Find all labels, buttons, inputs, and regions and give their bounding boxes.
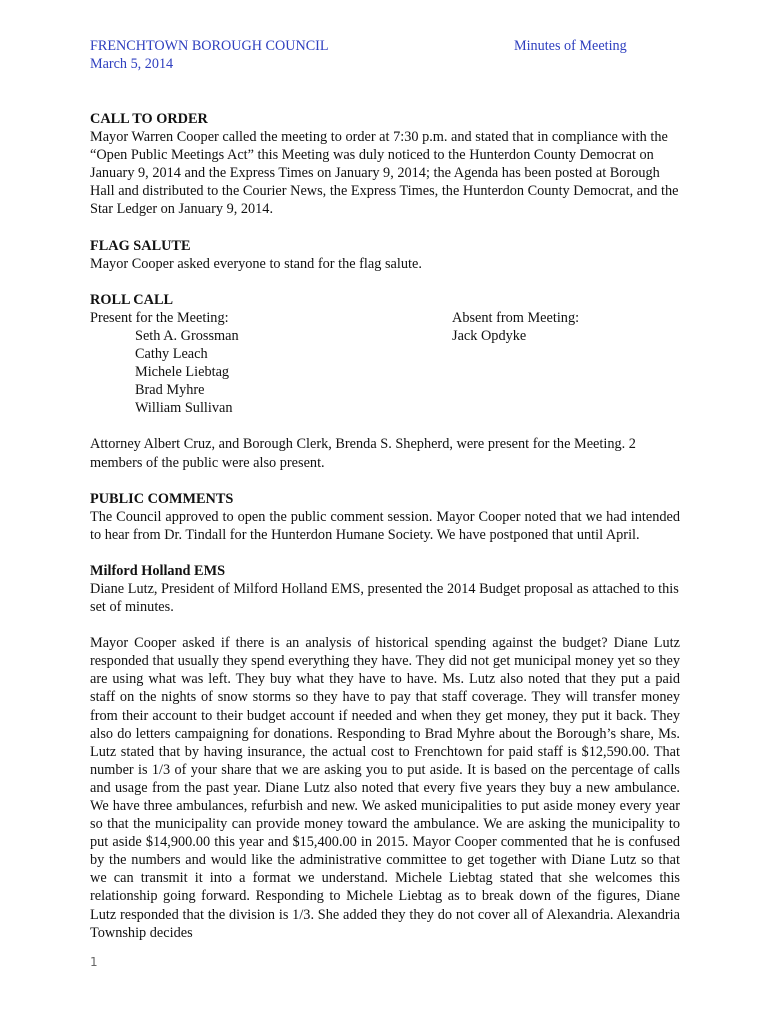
public-comments-text: The Council approved to open the public comment session. Mayor Cooper noted that we had intended to hear from Dr. Tindall for the Hunterdon Humane Society. We have postponed that until April. [90,508,680,543]
call-to-order-text: Mayor Warren Cooper called the meeting to order at 7:30 p.m. and stated that in compliance with the “Open Public Meetings Act” this Meeting was duly noticed to the Hunterdon County Democrat on January 9, 2014 and the Express Times on January 9, 2014; the Agenda has been posted at Borough Hall and distributed to the Courier News, the Express Times, the Hunterdon County Democrat, and the Star Ledger on January 9, 2014. [90,129,679,218]
council-name: FRENCHTOWN BOROUGH COUNCIL [90,38,329,54]
meeting-date: March 5, 2014 [90,56,174,72]
milford-ems-intro: Diane Lutz, President of Milford Holland EMS, presented the 2014 Budget proposal as attached to this set of minutes. [90,580,679,616]
page-number: 1 [90,955,98,969]
call-to-order-heading: CALL TO ORDER [90,111,208,127]
minutes-body [90,110,680,942]
page-header-left [90,37,329,73]
flag-salute-text: Mayor Cooper asked everyone to stand for the flag salute. [90,255,422,272]
present-member: Seth A. Grossman [135,327,239,344]
absent-list [452,309,579,418]
present-list [90,309,452,418]
roll-call-heading: ROLL CALL [90,291,174,308]
public-comments-heading: PUBLIC COMMENTS [90,490,234,507]
milford-ems-discussion: Mayor Cooper asked if there is an analysis of historical spending against the budget? Diane Lutz responded that usually they spend everything they have. They did not get municipal money yet so they are using what was left. They buy what they have to have. Ms. Lutz also noted that they put a paid staff on the nights of snow storms so they have to pay that staff coverage. They will transfer money from their account to their budget account if needed and when they get money, they put it back. They also do letters campaigning for donations. Responding to Brad Myhre about the Borough’s share, Ms. Lutz stated that by having insurance, the actual cost to Frenchtown for paid staff is $12,590.00. That number is 1/3 of your share that we are asking you to put aside. It is based on the percentage of calls and usage from the past year. Diane Lutz also noted that every five years they buy a new ambulance. We have three ambulances, refurbish and new. We asked municipalities to put aside money every year so that the municipality can provide money toward the ambulance. We are asking the municipality to put aside $14,900.00 this year and $15,400.00 in 2015. Mayor Cooper commented that he is confused by the numbers and would like the administrative committee to get together with Diane Lutz so that we can transmit it into a format we understand. Michele Liebtag stated that she welcomes this relationship going forward. Responding to Michele Liebtag as to break down of the figures, Diane Lutz responded that the division is 1/3. She added they they do not cover all of Alexandria. Alexandria Township decides [90,635,680,941]
attendance-text: Attorney Albert Cruz, and Borough Clerk, Brenda S. Shepherd, were present for the Meeting. 2 members of the public were also present. [90,436,636,471]
present-member: William Sullivan [135,400,233,417]
present-member: Cathy Leach [135,346,208,363]
flag-salute-heading: FLAG SALUTE [90,237,191,254]
present-label: Present for the Meeting: [90,309,229,326]
present-member: Brad Myhre [135,382,205,399]
milford-ems-heading: Milford Holland EMS [90,562,226,579]
absent-label: Absent from Meeting: [452,309,580,326]
present-member: Michele Liebtag [135,364,230,381]
document-type: Minutes of Meeting [514,38,627,54]
roll-call-lists [90,309,680,418]
absent-member: Jack Opdyke [452,327,527,344]
